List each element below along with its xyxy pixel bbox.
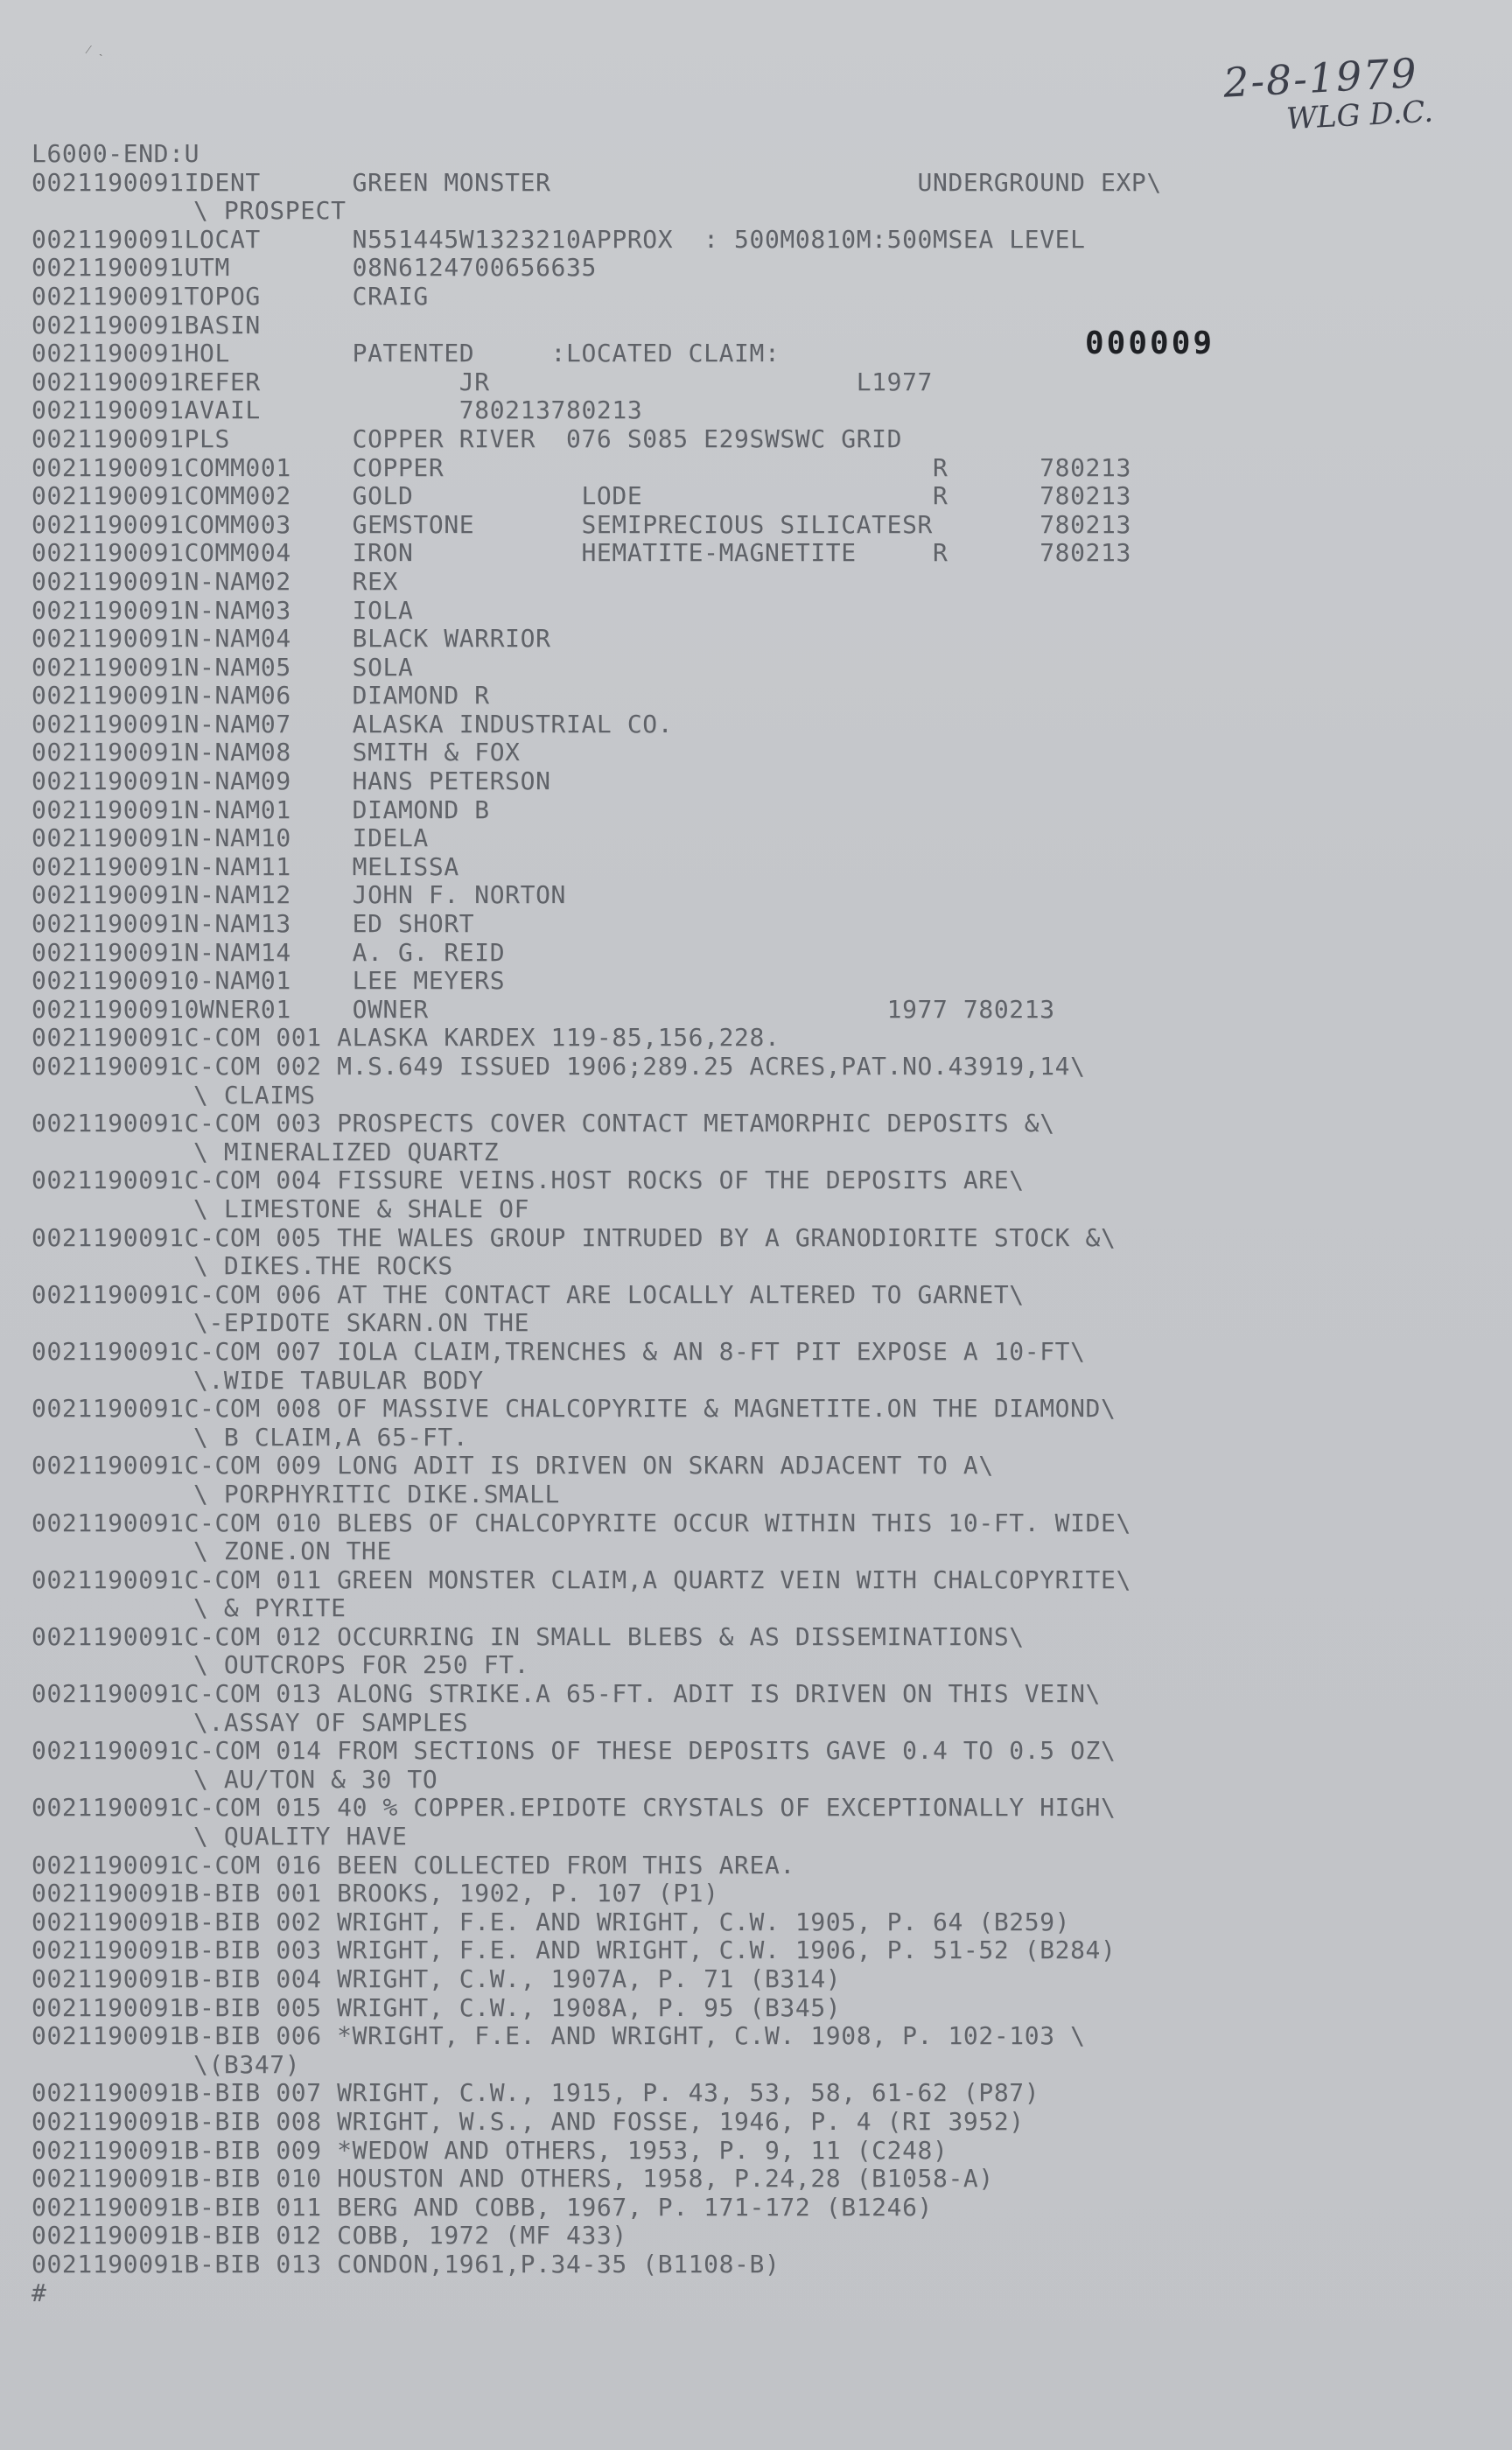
printout-line: 0021190091C-COM 011 GREEN MONSTER CLAIM,A QUARTZ VEIN WITH CHALCOPYRITE\ bbox=[32, 1564, 1131, 1594]
printout-line: 00211900910WNER01 OWNER 1977 780213 bbox=[32, 994, 1055, 1024]
printout-continuation-line: \ CLAIMS bbox=[193, 1080, 316, 1110]
printout-continuation-line: \ B CLAIM,A 65-FT. bbox=[193, 1422, 469, 1452]
scan-specks: ⁄ ˏ bbox=[88, 44, 103, 57]
printout-line: # bbox=[32, 2278, 47, 2307]
printout-line: 0021190091BASIN bbox=[32, 310, 261, 340]
printout-line: 0021190091B-BIB 010 HOUSTON AND OTHERS, 1958, P.24,28 (B1058-A) bbox=[32, 2164, 994, 2194]
printout-line: 0021190091C-COM 015 40 % COPPER.EPIDOTE CRYSTALS OF EXCEPTIONALLY HIGH\ bbox=[32, 1793, 1116, 1823]
printout-line: 0021190091C-COM 007 IOLA CLAIM,TRENCHES & AN 8-FT PIT EXPOSE A 10-FT\ bbox=[32, 1336, 1086, 1366]
printout-line: 0021190091UTM 08N6124700656635 bbox=[32, 253, 597, 283]
printout-line: 0021190091IDENT GREEN MONSTER UNDERGROUND EXP\ bbox=[32, 167, 1162, 197]
printout-line: 0021190091N-NAM12 JOHN F. NORTON bbox=[32, 880, 567, 910]
printout-line: 0021190091B-BIB 008 WRIGHT, W.S., AND FOSSE, 1946, P. 4 (RI 3952) bbox=[32, 2106, 1025, 2136]
printout-line: 0021190091C-COM 014 FROM SECTIONS OF THESE DEPOSITS GAVE 0.4 TO 0.5 OZ\ bbox=[32, 1736, 1116, 1766]
printout-line: 0021190091C-COM 008 OF MASSIVE CHALCOPYRITE & MAGNETITE.ON THE DIAMOND\ bbox=[32, 1394, 1116, 1424]
printout-continuation-line: \ & PYRITE bbox=[193, 1593, 346, 1623]
printout-continuation-line: \ QUALITY HAVE bbox=[193, 1822, 408, 1852]
printout-line: 0021190091REFER JR L1977 bbox=[32, 367, 933, 396]
printout-line: 0021190091B-BIB 005 WRIGHT, C.W., 1908A, P. 95 (B345) bbox=[32, 1992, 842, 2022]
printout-line: 0021190091C-COM 001 ALASKA KARDEX 119-85,156,228. bbox=[32, 1023, 780, 1053]
printout-line: 0021190091COMM001 COPPER R 780213 bbox=[32, 452, 1131, 482]
printout-line: 0021190091B-BIB 006 *WRIGHT, F.E. AND WRIGHT, C.W. 1908, P. 102-103 \ bbox=[32, 2021, 1086, 2051]
handwritten-initials: WLG D.C. bbox=[1285, 94, 1434, 137]
printout-line: 0021190091N-NAM06 DIAMOND R bbox=[32, 681, 490, 710]
printout-line: 0021190091AVAIL 780213780213 bbox=[32, 396, 643, 425]
printout-line: 0021190091C-COM 005 THE WALES GROUP INTRUDED BY A GRANODIORITE STOCK &\ bbox=[32, 1222, 1116, 1252]
printout-line: 0021190091N-NAM09 HANS PETERSON bbox=[32, 766, 551, 796]
printout-line: 0021190091N-NAM08 SMITH & FOX bbox=[32, 738, 521, 767]
printout-line: 0021190091C-COM 010 BLEBS OF CHALCOPYRITE OCCUR WITHIN THIS 10-FT. WIDE\ bbox=[32, 1508, 1131, 1537]
printout-continuation-line: \-EPIDOTE SKARN.ON THE bbox=[193, 1308, 530, 1338]
printout-continuation-line: \ OUTCROPS FOR 250 FT. bbox=[193, 1650, 530, 1680]
printout-line: 0021190091TOPOG CRAIG bbox=[32, 281, 429, 311]
printout-line: 0021190091COMM004 IRON HEMATITE-MAGNETITE R 780213 bbox=[32, 538, 1131, 568]
printout-line: 0021190091PLS COPPER RIVER 076 S085 E29SWSWC GRID bbox=[32, 424, 903, 453]
printout-continuation-line: \ PORPHYRITIC DIKE.SMALL bbox=[193, 1479, 560, 1508]
printout-line: 0021190091C-COM 012 OCCURRING IN SMALL BLEBS & AS DISSEMINATIONS\ bbox=[32, 1621, 1025, 1651]
printout-line: 0021190091B-BIB 007 WRIGHT, C.W., 1915, P. 43, 53, 58, 61-62 (P87) bbox=[32, 2078, 1040, 2108]
printout-continuation-line: \.ASSAY OF SAMPLES bbox=[193, 1707, 469, 1737]
printout-line: 0021190091N-NAM04 BLACK WARRIOR bbox=[32, 624, 551, 654]
printout-line: 0021190091B-BIB 003 WRIGHT, F.E. AND WRIGHT, C.W. 1906, P. 51-52 (B284) bbox=[32, 1936, 1116, 1965]
printout-line: 0021190091B-BIB 004 WRIGHT, C.W., 1907A, P. 71 (B314) bbox=[32, 1964, 842, 1993]
printout-line: 0021190091C-COM 016 BEEN COLLECTED FROM THIS AREA. bbox=[32, 1850, 795, 1880]
printout-line: L6000-END:U bbox=[32, 139, 200, 168]
printout-line: 0021190091N-NAM01 DIAMOND B bbox=[32, 794, 490, 824]
printout-line: 0021190091N-NAM11 MELISSA bbox=[32, 851, 459, 881]
printout-line: 0021190091B-BIB 012 COBB, 1972 (MF 433) bbox=[32, 2221, 627, 2250]
printout-line: 0021190091C-COM 013 ALONG STRIKE.A 65-FT. ADIT IS DRIVEN ON THIS VEIN\ bbox=[32, 1679, 1102, 1709]
printout-line: 0021190091N-NAM02 REX bbox=[32, 566, 398, 596]
printout-line: 0021190091C-COM 004 FISSURE VEINS.HOST ROCKS OF THE DEPOSITS ARE\ bbox=[32, 1166, 1025, 1195]
printout-continuation-line: \ ZONE.ON THE bbox=[193, 1536, 392, 1566]
printout-line: 0021190091B-BIB 013 CONDON,1961,P.34-35 (B1108-B) bbox=[32, 2249, 780, 2278]
printout-line: 0021190091C-COM 006 AT THE CONTACT ARE LOCALLY ALTERED TO GARNET\ bbox=[32, 1279, 1025, 1309]
printout-line: 0021190091B-BIB 009 *WEDOW AND OTHERS, 1953, P. 9, 11 (C248) bbox=[32, 2135, 948, 2165]
printout-continuation-line: \ DIKES.THE ROCKS bbox=[193, 1251, 453, 1281]
printout-line: 0021190091C-COM 003 PROSPECTS COVER CONTACT METAMORPHIC DEPOSITS &\ bbox=[32, 1109, 1055, 1138]
printout-line: 0021190091COMM003 GEMSTONE SEMIPRECIOUS SILICATESR 780213 bbox=[32, 509, 1131, 539]
stamp-number: 000009 bbox=[1085, 326, 1215, 361]
printout-continuation-line: \ MINERALIZED QUARTZ bbox=[193, 1137, 500, 1166]
printout-line: 0021190091N-NAM13 ED SHORT bbox=[32, 909, 475, 939]
printout-line: 00211900910-NAM01 LEE MEYERS bbox=[32, 966, 506, 996]
printout-continuation-line: \.WIDE TABULAR BODY bbox=[193, 1365, 484, 1395]
printout-line: 0021190091C-COM 002 M.S.649 ISSUED 1906;289.25 ACRES,PAT.NO.43919,14\ bbox=[32, 1052, 1086, 1081]
printout-continuation-line: \ LIMESTONE & SHALE OF bbox=[193, 1194, 530, 1223]
printout-line: 0021190091N-NAM14 A. G. REID bbox=[32, 937, 506, 967]
printout-line: 0021190091N-NAM07 ALASKA INDUSTRIAL CO. bbox=[32, 709, 674, 738]
printout-continuation-line: \(B347) bbox=[193, 2049, 301, 2079]
printout-line: 0021190091B-BIB 011 BERG AND COBB, 1967, P. 171-172 (B1246) bbox=[32, 2192, 933, 2222]
printout-line: 0021190091N-NAM03 IOLA bbox=[32, 595, 414, 625]
printout-line: 0021190091C-COM 009 LONG ADIT IS DRIVEN ON SKARN ADJACENT TO A\ bbox=[32, 1451, 994, 1480]
printout-line: 0021190091N-NAM05 SOLA bbox=[32, 652, 414, 682]
printout-line: 0021190091B-BIB 002 WRIGHT, F.E. AND WRIGHT, C.W. 1905, P. 64 (B259) bbox=[32, 1907, 1071, 1936]
printout-line: 0021190091LOCAT N551445W1323210APPROX : 500M0810M:500MSEA LEVEL bbox=[32, 224, 1086, 254]
computer-printout bbox=[32, 140, 1256, 2307]
printout-line: 0021190091B-BIB 001 BROOKS, 1902, P. 107 (P1) bbox=[32, 1879, 719, 1908]
printout-line: 0021190091N-NAM10 IDELA bbox=[32, 823, 429, 853]
printout-line: 0021190091HOL PATENTED :LOCATED CLAIM: bbox=[32, 339, 780, 368]
printout-line: 0021190091COMM002 GOLD LODE R 780213 bbox=[32, 481, 1131, 511]
handwritten-date: 2-8-1979 bbox=[1222, 49, 1419, 107]
printout-continuation-line: \ AU/TON & 30 TO bbox=[193, 1764, 438, 1794]
printout-continuation-line: \ PROSPECT bbox=[193, 196, 346, 226]
